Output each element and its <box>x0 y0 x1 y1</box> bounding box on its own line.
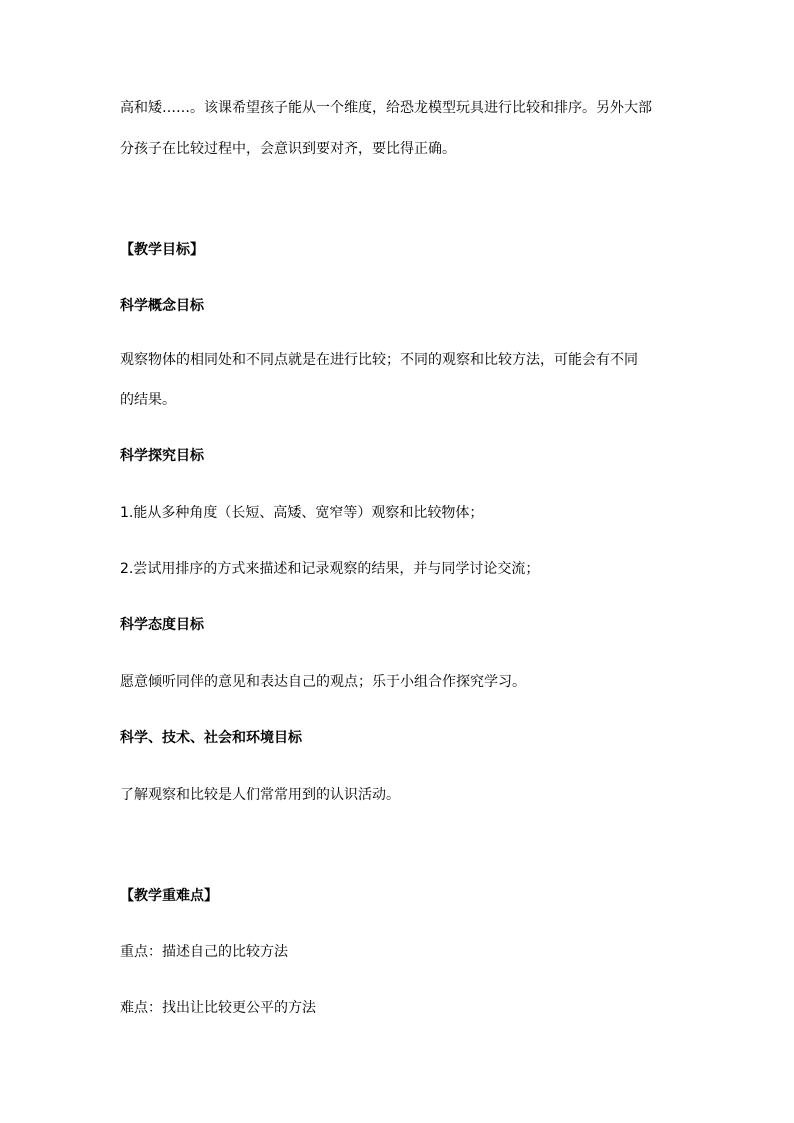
intro-line-2: 分孩子在比较过程中，会意识到要对齐，要比得正确。 <box>120 141 456 157</box>
inquiry-objective-item-1: 1.能从多种角度（长短、高矮、宽窄等）观察和比较物体； <box>120 505 484 521</box>
key-point-focus: 重点：描述自己的比较方法 <box>120 944 288 960</box>
inquiry-objective-item-2: 2.尝试用排序的方式来描述和记录观察的结果，并与同学讨论交流； <box>120 561 540 577</box>
inquiry-objective-title: 科学探究目标 <box>120 448 204 464</box>
key-points-heading: 【教学重难点】 <box>120 888 218 904</box>
key-point-difficulty: 难点：找出让比较更公平的方法 <box>120 1000 316 1016</box>
objectives-heading: 【教学目标】 <box>120 242 204 258</box>
concept-objective-line-1: 观察物体的相同处和不同点就是在进行比较；不同的观察和比较方法，可能会有不同 <box>120 352 638 368</box>
stse-objective-title: 科学、技术、社会和环境目标 <box>120 730 302 746</box>
attitude-objective-title: 科学态度目标 <box>120 617 204 633</box>
concept-objective-line-2: 的结果。 <box>120 392 176 408</box>
stse-objective-text: 了解观察和比较是人们常常用到的认识活动。 <box>120 787 400 803</box>
intro-line-1: 高和矮……。该课希望孩子能从一个维度，给恐龙模型玩具进行比较和排序。另外大部 <box>120 100 652 116</box>
attitude-objective-text: 愿意倾听同伴的意见和表达自己的观点；乐于小组合作探究学习。 <box>120 674 526 690</box>
concept-objective-title: 科学概念目标 <box>120 298 204 314</box>
